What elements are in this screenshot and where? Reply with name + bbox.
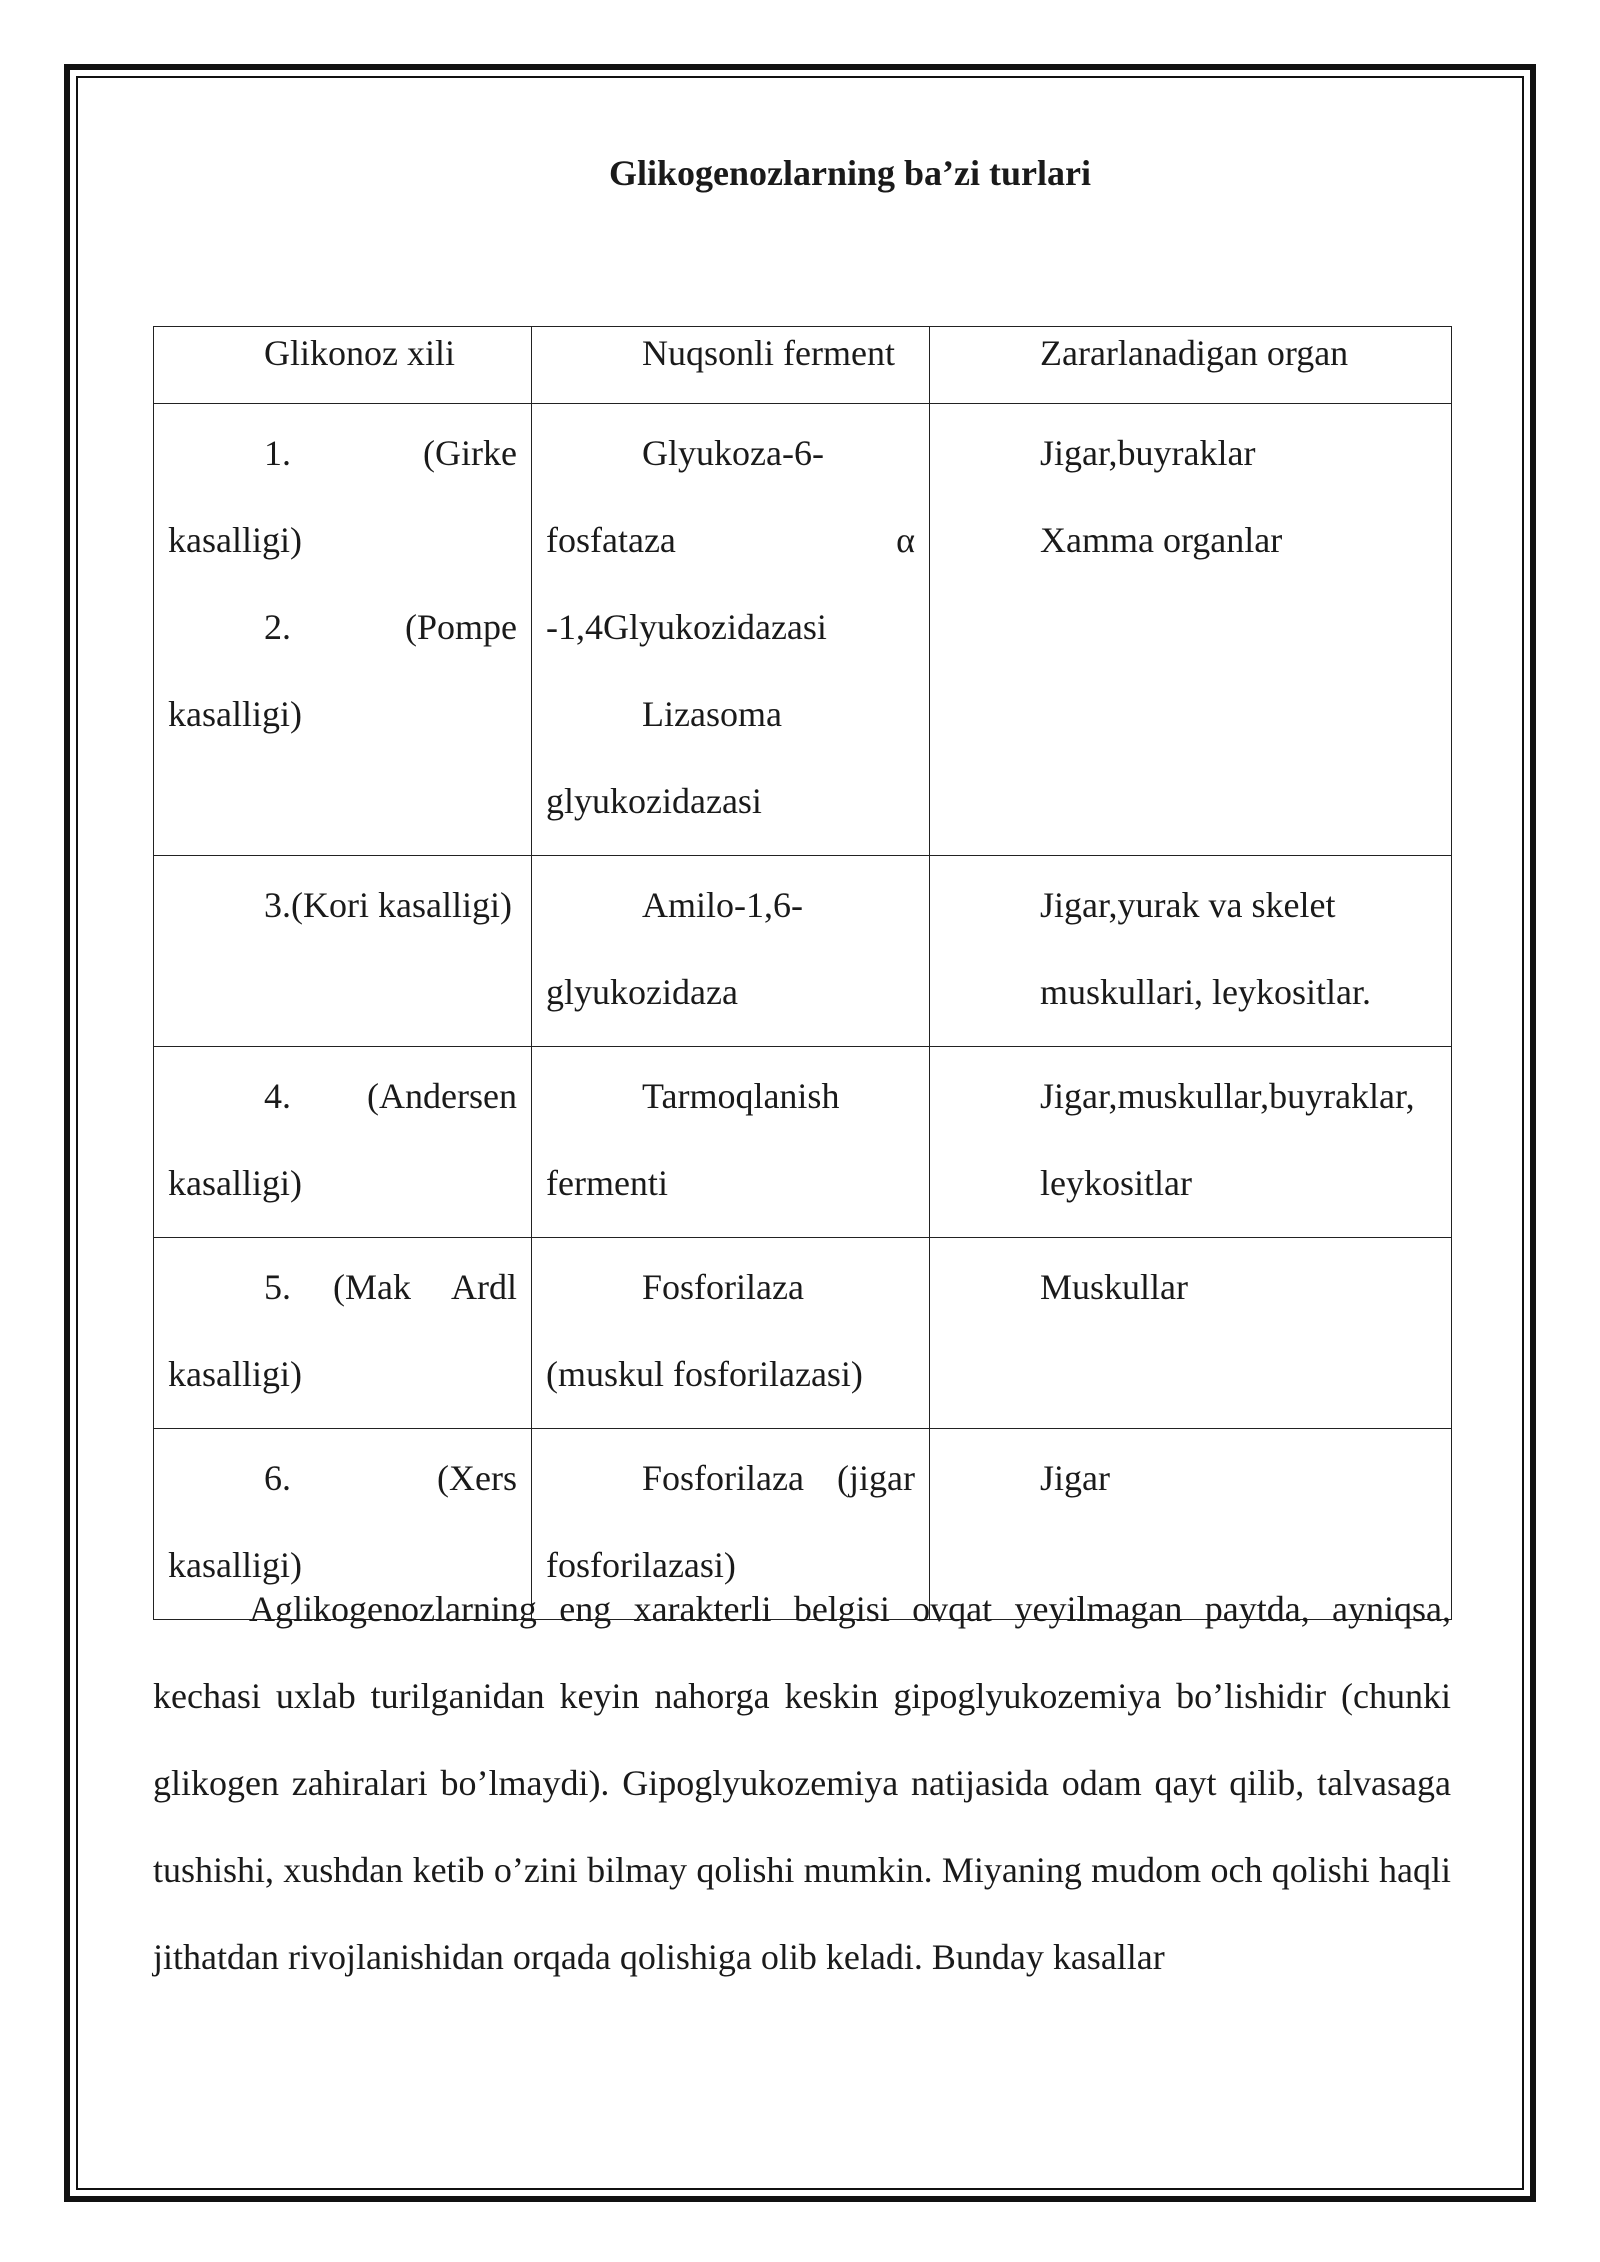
table-row — [154, 1238, 1452, 1429]
cell-enzyme — [532, 404, 930, 856]
header-cell-enzyme: Nuqsonli ferment — [532, 327, 930, 404]
cell-type — [154, 1047, 532, 1238]
cell-text: 4. (Andersen kasalligi) — [168, 1076, 517, 1203]
cell-text: Fosforilaza (jigar fosforilazasi) — [546, 1458, 915, 1585]
cell-text: 3.(Kori kasalligi) — [264, 885, 512, 925]
cell-text: Amilo-1,6-glyukozidaza — [546, 885, 803, 1012]
header-cell-organ: Zararlanadigan organ — [930, 327, 1452, 404]
cell-enzyme — [532, 856, 930, 1047]
cell-text: Muskullar — [1040, 1267, 1188, 1307]
cell-organ — [930, 1238, 1452, 1429]
cell-organ — [930, 856, 1452, 1047]
table-row — [154, 856, 1452, 1047]
cell-enzyme — [532, 1238, 930, 1429]
cell-text: 5. (Mak Ardl kasalligi) — [168, 1267, 517, 1394]
cell-text: Fosforilaza (muskul fosforilazasi) — [546, 1267, 863, 1394]
table-row — [154, 404, 1452, 856]
table-row — [154, 1047, 1452, 1238]
document-title-text: Glikogenozlarning ba’zi turlari — [609, 153, 1091, 193]
header-cell-type: Glikonoz xili — [154, 327, 532, 404]
cell-text: 2. (Pompe kasalligi) — [168, 607, 517, 734]
cell-type — [154, 1238, 532, 1429]
cell-text: Tarmoqlanish fermenti — [546, 1076, 840, 1203]
cell-organ — [930, 1047, 1452, 1238]
cell-type — [154, 404, 532, 856]
table-header-row — [154, 327, 1452, 404]
cell-text: 6. (Xers kasalligi) — [168, 1458, 517, 1585]
cell-text: 1. (Girke kasalligi) — [168, 433, 517, 560]
body-paragraph: Aglikogenozlarning eng xarakterli belgisi ovqat yeyilmagan paytda, ayniqsa, kechasi uxlab turilganidan keyin nahorga keskin gipoglyukozemiya bo’lishidir (chunki glikogen zahiralari bo’lmaydi). Gipoglyukozemiya natijasida odam qayt qilib, talvasaga tushishi, xushdan ketib o’zini bilmay qolishi mumkin. Miyaning mudom och qolishi haqli jithatdan rivojlanishidan orqada qolishiga olib keladi. Bunday kasallar — [153, 1589, 1451, 1977]
cell-type — [154, 856, 532, 1047]
cell-organ — [930, 404, 1452, 856]
cell-text: Lizasoma glyukozidazasi — [546, 694, 782, 821]
glycogenosis-table — [153, 326, 1452, 1620]
document-title — [0, 152, 1600, 194]
cell-text: Jigar,yurak va skelet muskullari, leykositlar. — [1040, 885, 1371, 1012]
cell-text: Jigar — [1040, 1458, 1110, 1498]
cell-text: Glyukoza-6-fosfataza α -1,4Glyukozidazasi — [546, 433, 915, 647]
cell-text: Jigar,muskullar,buyraklar, leykositlar — [1040, 1076, 1415, 1203]
cell-text: Jigar,buyraklar — [1040, 433, 1256, 473]
cell-enzyme — [532, 1047, 930, 1238]
cell-text: Xamma organlar — [1040, 520, 1283, 560]
